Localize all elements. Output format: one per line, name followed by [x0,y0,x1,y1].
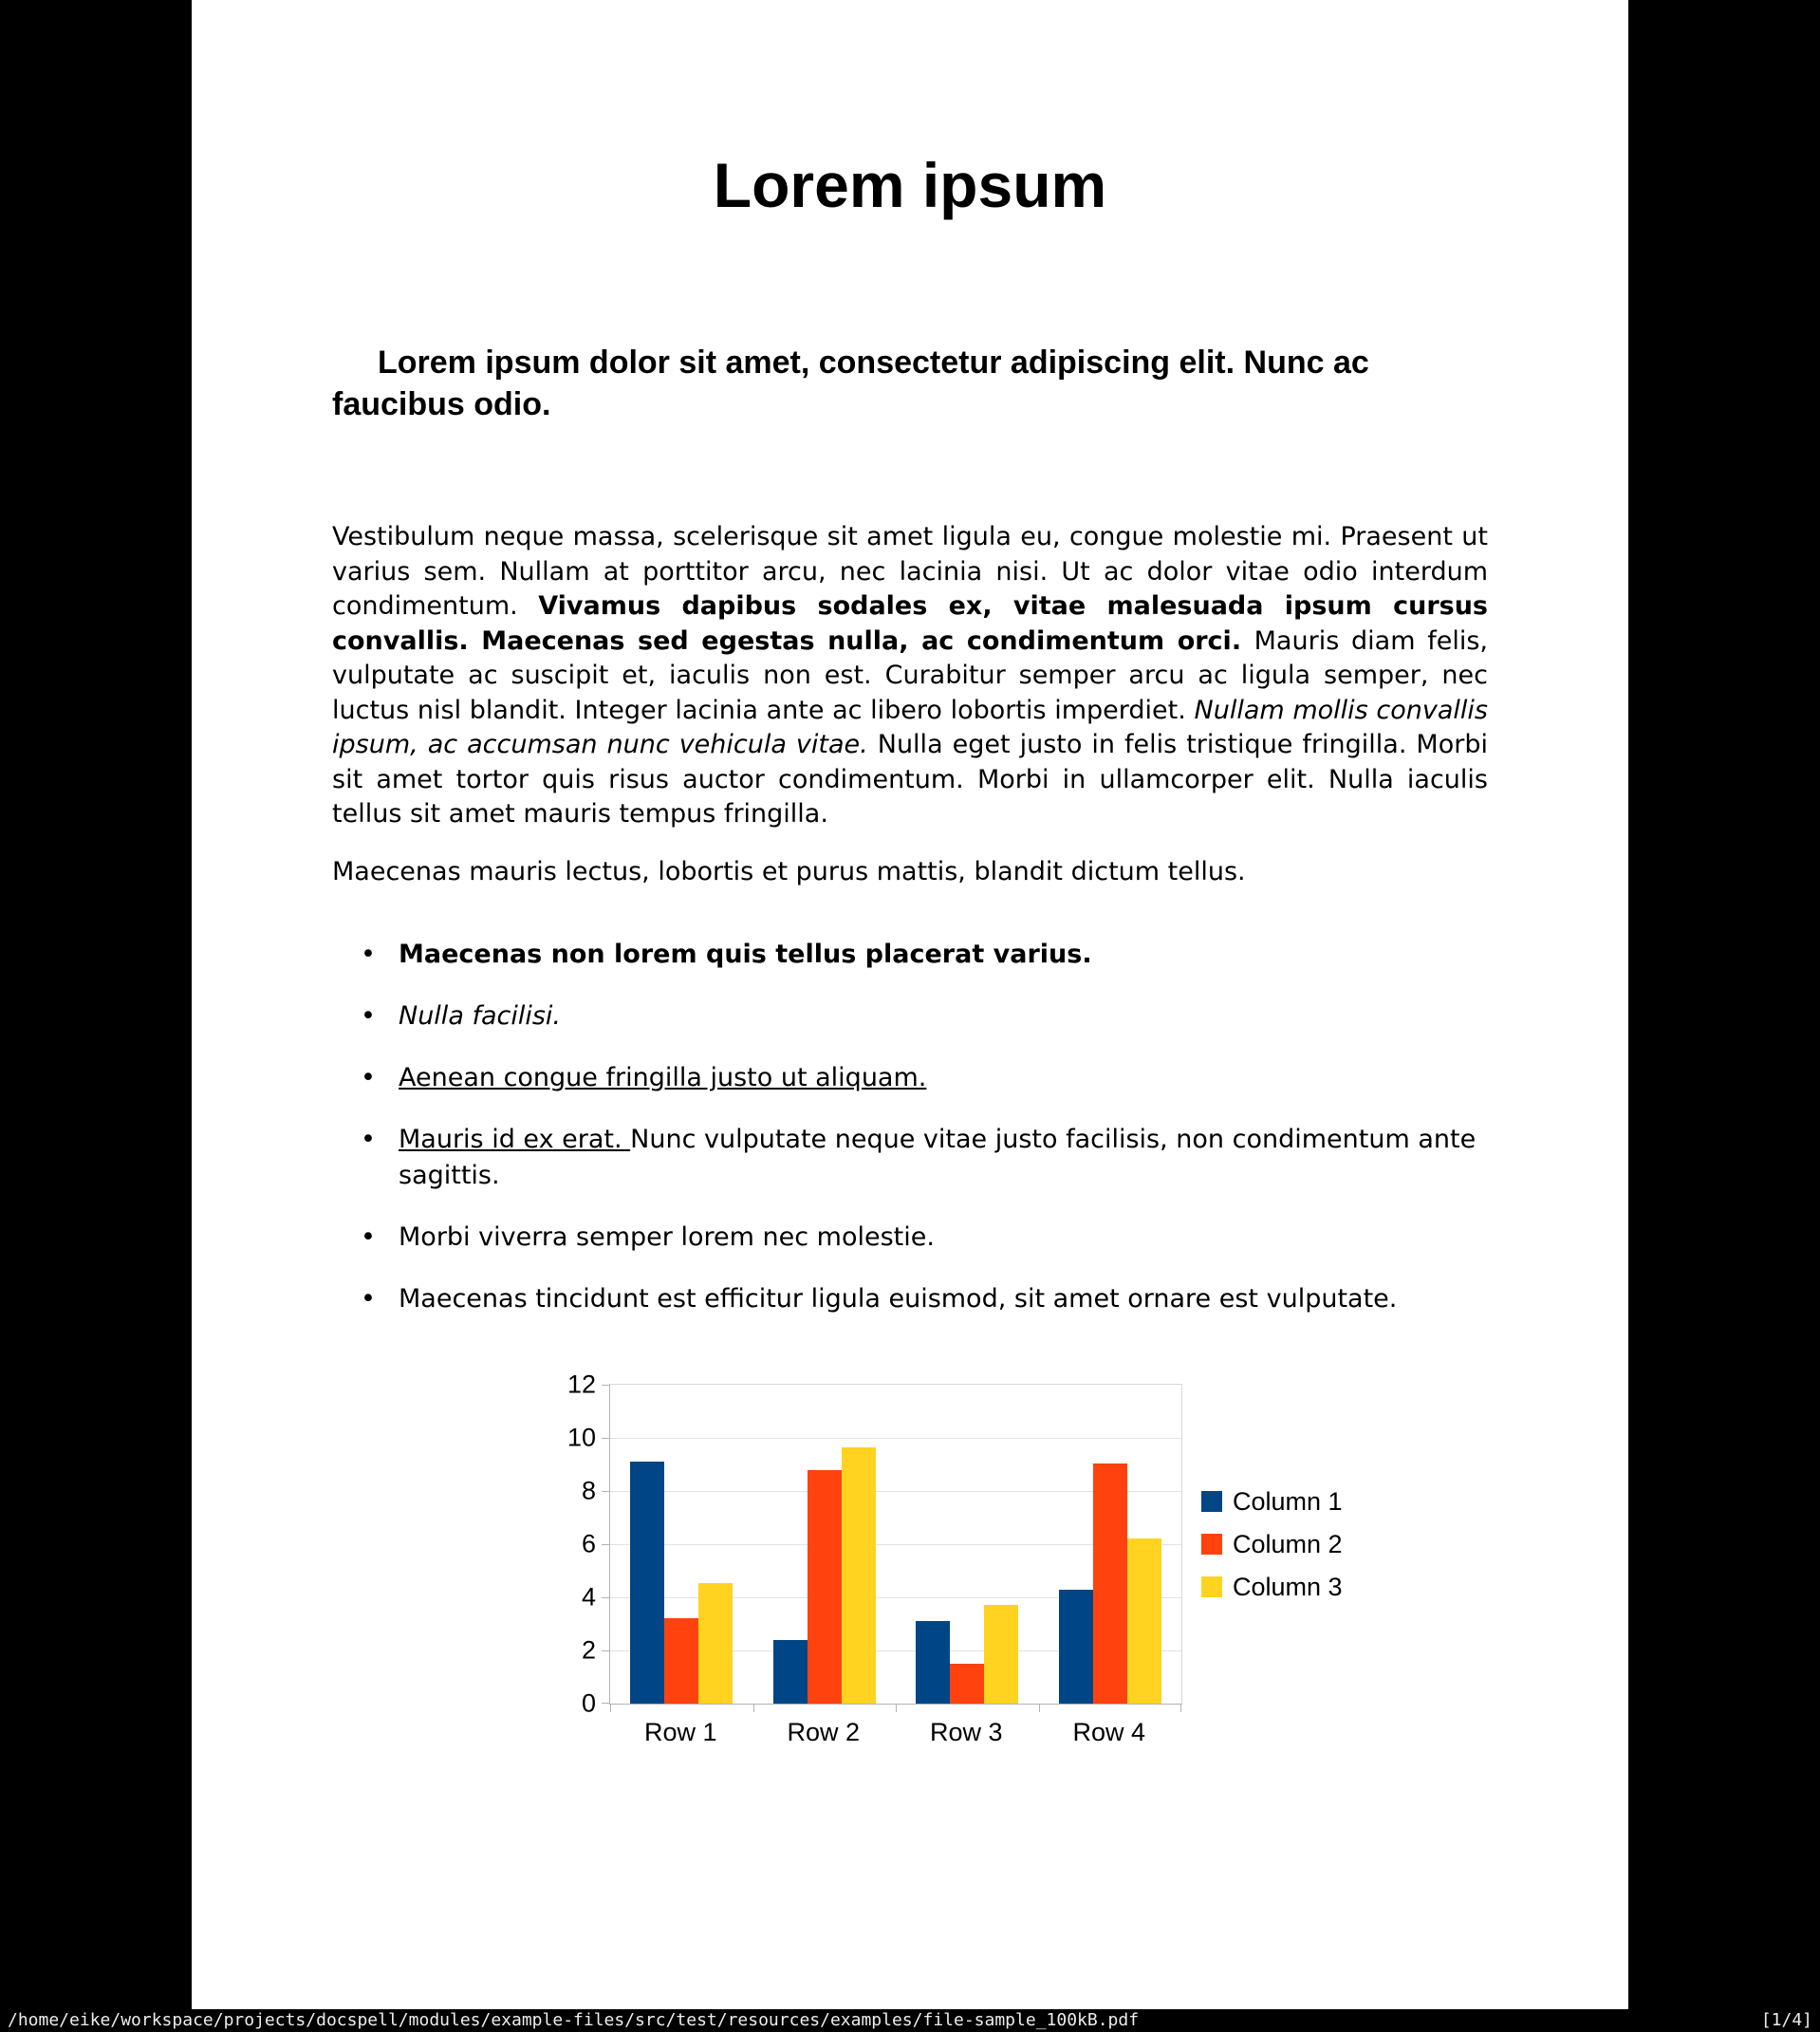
bullet-icon: • [361,1284,376,1314]
text-segment: Mauris diam felis, vulputate ac suscipit et, iaculis non est. Curabitur semper arcu ac ligula semper, nec luctus nisl blandit. Integer lacinia ante ac libero lobortis imperdiet. [332,625,1488,725]
text-segment: Vivamus dapibus sodales ex, vitae malesuada ipsum cursus convallis. Maecenas sed egestas nulla, ac condimentum orci. [332,591,1488,656]
bullet-icon: • [361,940,376,969]
text-segment: Mauris id ex erat. [399,1125,631,1154]
chart-plot-area [609,1384,1182,1705]
page-content [192,142,1628,1756]
status-page-indicator: [1/4] [1760,2010,1812,2030]
bar [630,1462,664,1704]
legend-label: Column 1 [1233,1486,1343,1516]
bar-group [753,1385,897,1704]
y-axis-tick [602,1491,609,1492]
text-segment: Maecenas non lorem quis tellus placerat varius. [399,940,1092,969]
document-title: Lorem ipsum [713,150,1107,220]
y-tick-label: 4 [581,1582,596,1612]
body-paragraph [332,520,1488,832]
legend-label: Column 2 [1233,1529,1343,1558]
text-segment: Maecenas tincidunt est efficitur ligula euismod, sit amet ornare est vulputate. [399,1284,1398,1314]
viewer-status-bar [0,2009,1820,2032]
y-axis-tick [602,1385,609,1386]
bar [1059,1590,1093,1704]
y-tick-label: 6 [581,1529,596,1558]
bar [1127,1538,1161,1704]
document-page[interactable] [192,0,1628,2009]
y-axis-tick [602,1650,609,1651]
text-segment: Nullam mollis convallis ipsum, ac accumsan nunc vehicula vitae. [332,695,1488,759]
status-file-path: /home/eike/workspace/projects/docspell/modules/example-files/src/test/resources/examples/file-sample_100kB.pdf [8,2010,1140,2030]
text-segment: Morbi viverra semper lorem nec molestie. [399,1222,935,1252]
bar [1093,1463,1127,1704]
x-tick-label: Row 1 [643,1718,717,1746]
bar-group [1039,1385,1182,1704]
body-paragraph: Maecenas mauris lectus, lobortis et purus mattis, blandit dictum tellus. [332,856,1246,886]
bar-group [610,1385,753,1704]
bullet-icon: • [361,1063,376,1092]
x-tick-label: Row 4 [1072,1718,1146,1746]
x-axis-tick [1180,1705,1181,1712]
bar [698,1583,733,1704]
y-axis-tick [602,1544,609,1545]
bar [773,1640,808,1704]
y-axis-tick [602,1438,609,1439]
bar [916,1621,950,1704]
x-tick-label: Row 2 [787,1718,861,1746]
chart-plot-wrap [609,1384,1182,1756]
x-axis-tick [1039,1705,1040,1712]
y-tick-label: 0 [581,1688,596,1718]
text-segment: Vestibulum neque massa, scelerisque sit amet ligula eu, congue molestie mi. Praesent ut varius sem. Nullam at porttitor arcu, nec lacinia nisi. Ut ac dolor vitae odio interdum condimentum. [332,522,1488,621]
list-item-text [399,1284,1397,1314]
list-item-text [399,1125,1476,1190]
list-item-text [399,1222,935,1252]
list-item [332,937,1488,973]
list-item [332,1060,1488,1096]
bar-chart [562,1370,1488,1756]
bar [664,1618,698,1704]
chart-x-axis [609,1718,1180,1756]
y-axis-tick [602,1597,609,1598]
x-axis-tick [896,1705,897,1712]
list-item-text [399,1001,561,1031]
list-item [332,1220,1488,1256]
chart-legend [1201,1384,1343,1705]
y-axis-tick [602,1703,609,1704]
legend-label: Column 3 [1233,1572,1343,1601]
text-segment: Nulla facilisi. [399,1001,561,1031]
bar [842,1447,876,1704]
text-segment: Nulla eget justo in felis tristique fringilla. Morbi sit amet tortor quis risus auctor condimentum. Morbi in ullamcorper elit. Nulla iaculis tellus sit amet mauris tempus fringilla. [332,730,1488,829]
list-item-text [399,1063,926,1092]
y-tick-label: 2 [581,1635,596,1665]
list-item [332,1281,1488,1317]
legend-item [1201,1573,1343,1602]
bar-group [896,1385,1039,1704]
y-tick-label: 10 [566,1423,596,1452]
bullet-icon: • [361,1222,376,1252]
x-tick-label: Row 3 [929,1718,1003,1746]
bar [984,1605,1018,1704]
x-axis-tick [610,1705,611,1712]
bar [808,1470,842,1704]
legend-swatch-icon [1201,1491,1222,1512]
bullet-list [332,937,1488,1317]
bullet-icon: • [361,1125,376,1154]
bar [950,1664,984,1704]
legend-swatch-icon [1201,1534,1222,1555]
list-item [332,1122,1488,1194]
legend-item [1201,1530,1343,1559]
x-axis-tick [753,1705,754,1712]
text-segment: Aenean congue fringilla justo ut aliquam. [399,1063,927,1092]
bullet-icon: • [361,1001,376,1031]
y-tick-label: 8 [581,1476,596,1505]
list-item [332,998,1488,1035]
legend-swatch-icon [1201,1576,1222,1597]
list-item-text [399,940,1092,969]
legend-item [1201,1487,1343,1517]
y-tick-label: 12 [566,1370,596,1399]
text-segment: Nunc vulputate neque vitae justo facilisis, non condimentum ante sagittis. [399,1125,1476,1190]
document-subtitle: Lorem ipsum dolor sit amet, consectetur adipiscing elit. Nunc ac faucibus odio. [332,345,1369,422]
